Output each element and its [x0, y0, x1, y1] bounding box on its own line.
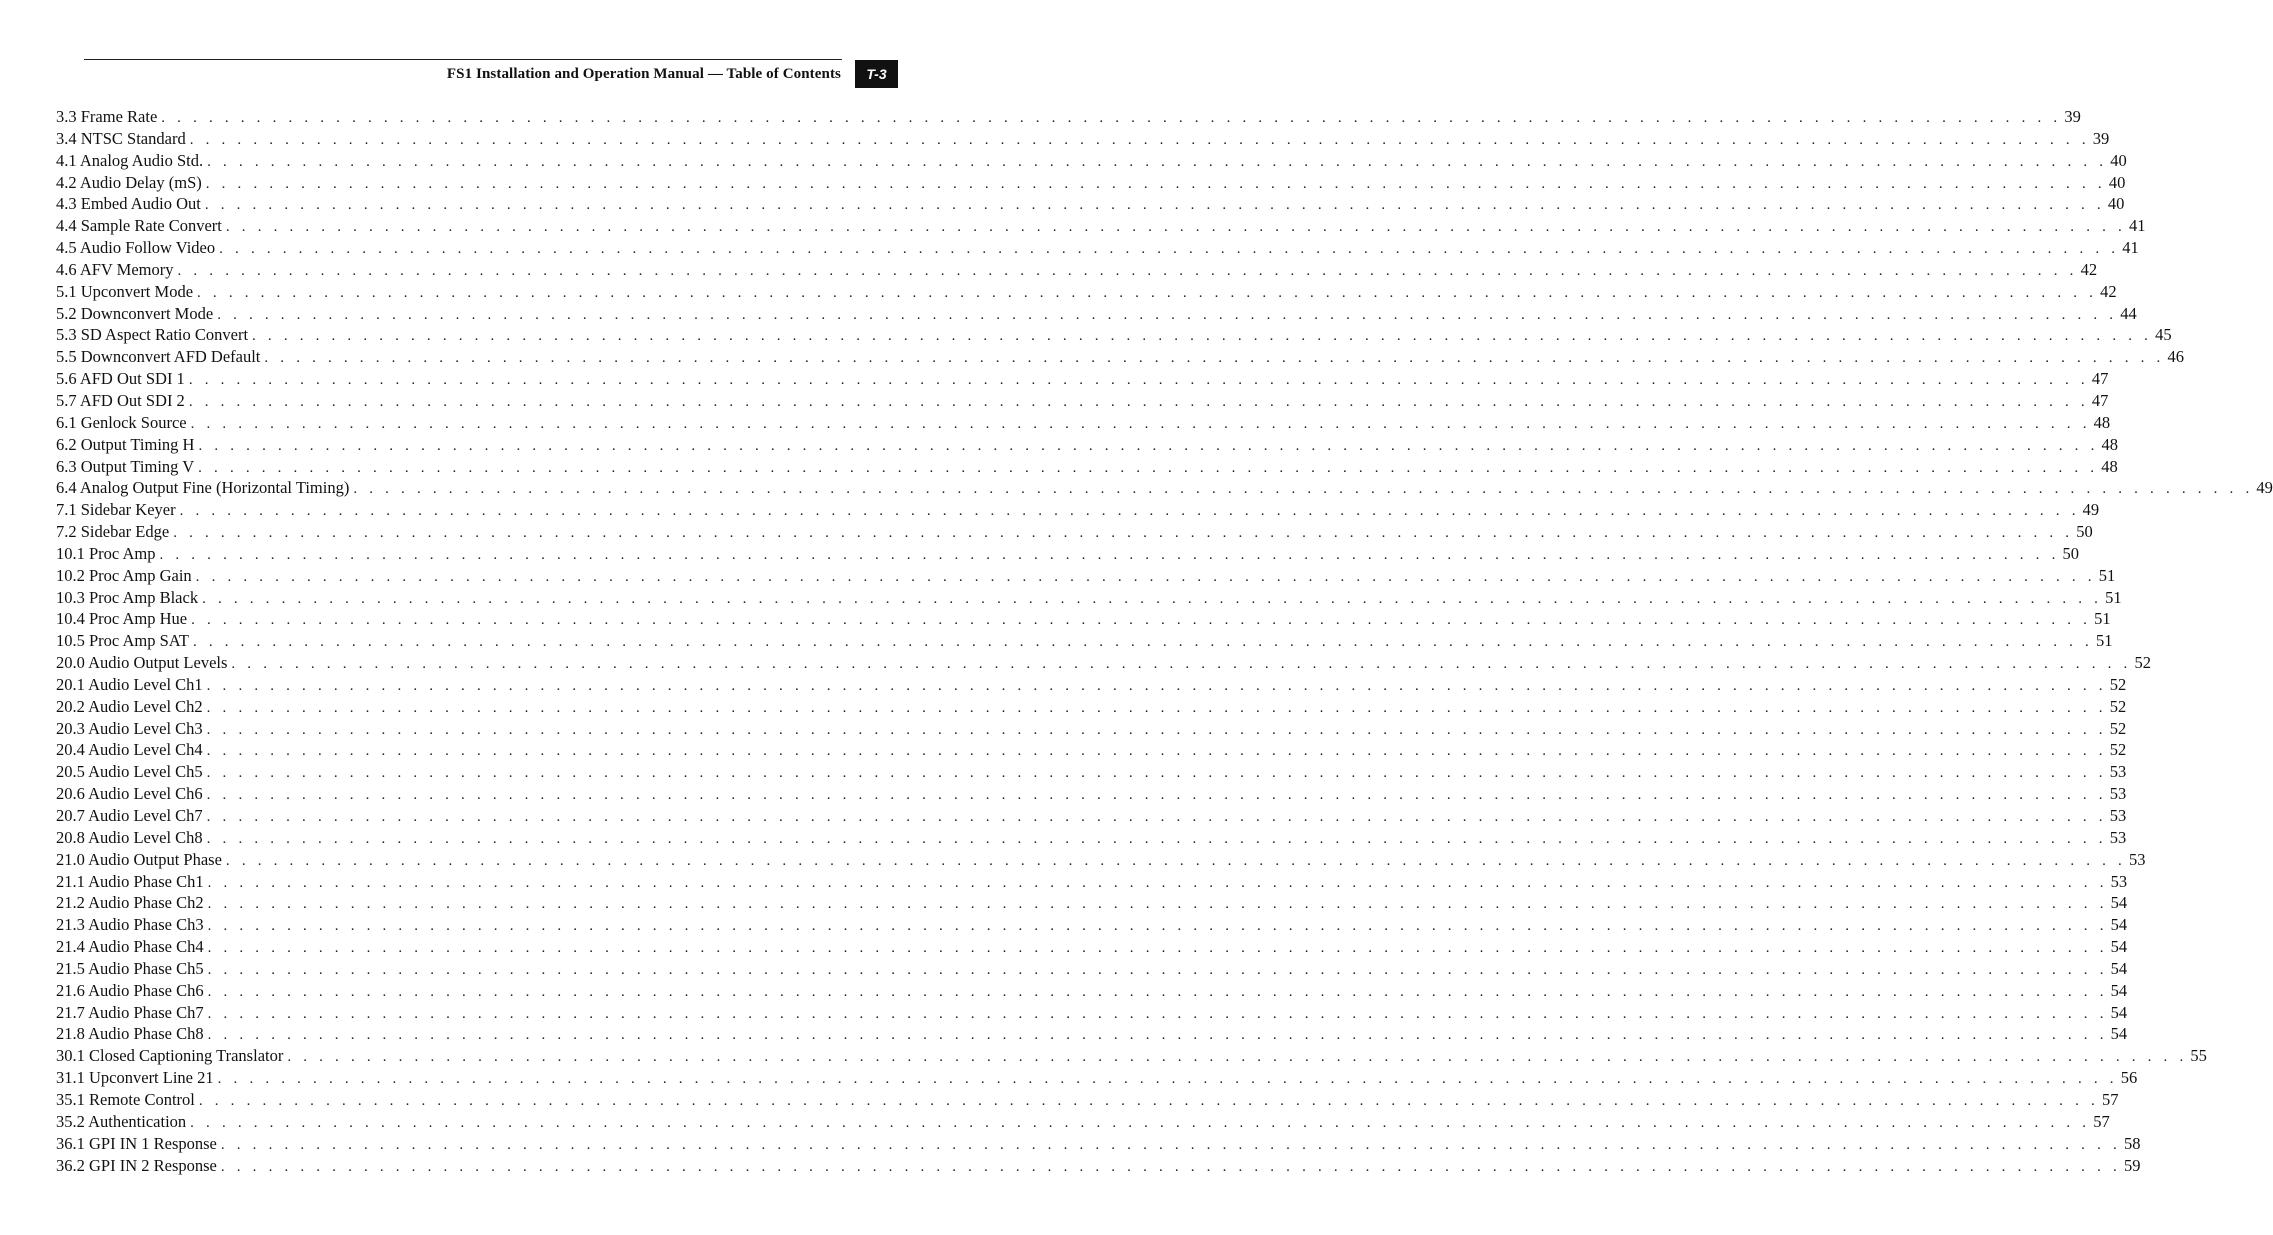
dot-leader: . . . . . . . . . . . . . . . . . . . . . . . . . . . . . . . . . . . . . . . . . . . . . . . . . . . . . . . . . . . . . . . . . . . . . . . . . . . . . . . . . . . . . . . . . . . . . . . . . . . . . . . . . . . . . . . . . . . . . . . .: [206, 809, 2107, 825]
toc-entry[interactable]: [56, 477, 2273, 499]
toc-entry-label: 21.6 Audio Phase Ch6: [56, 980, 204, 1000]
dot-leader: . . . . . . . . . . . . . . . . . . . . . . . . . . . . . . . . . . . . . . . . . . . . . . . . . . . . . . . . . . . . . . . . . . . . . . . . . . . . . . . . . . . . . . . . . . . . . . . . . . . . . . . . . . . . . . . . . . . . . . . .: [206, 677, 2107, 694]
toc-entry[interactable]: [56, 783, 2127, 805]
toc-entry-label: 4.5 Audio Follow Video: [56, 238, 216, 258]
toc-entry-page-number: 48: [2093, 412, 2111, 432]
toc-entry-page-number: 59: [2123, 1155, 2141, 1175]
toc-entry-label: 3.3 Frame Rate: [56, 107, 158, 126]
toc-entry-label: 4.1 Analog Audio Std.: [56, 150, 204, 170]
toc-entry[interactable]: [56, 543, 2080, 565]
dot-leader: . . . . . . . . . . . . . . . . . . . . . . . . . . . . . . . . . . . . . . . . . . . . . . . . . . . . . . . . . . . . . . . . . . . . . . . . . . . . . . . . . . . . . . . . . . . . . . . . . . . . . . . . . . . . . . . . . . . . . . . .: [197, 284, 2098, 301]
dot-leader: . . . . . . . . . . . . . . . . . . . . . . . . . . . . . . . . . . . . . . . . . . . . . . . . . . . . . . . . . . . . . . . . . . . . . . . . . . . . . . . . . . . . . . . . . . . . . . . . . . . . . . . . . . . . . . . . . . . . . . . .: [206, 699, 2107, 716]
dot-leader: . . . . . . . . . . . . . . . . . . . . . . . . . . . . . . . . . . . . . . . . . . . . . . . . . . . . . . . . . . . . . . . . . . . . . . . . . . . . . . . . . . . . . . . . . . . . . . . . . . . . . . . . . . . . . . . . . . . . . . . .: [264, 350, 2165, 367]
toc-entry-page-number: 39: [2092, 128, 2110, 148]
toc-entry-page-number: 40: [2108, 172, 2126, 192]
toc-entry-page-number: 55: [2190, 1046, 2207, 1066]
toc-entry-page-number: 52: [2109, 740, 2127, 760]
toc-entry-label: 7.2 Sidebar Edge: [56, 522, 170, 542]
toc-entry-label: 20.4 Audio Level Ch4: [56, 740, 203, 760]
toc-entry-page-number: 39: [2064, 107, 2081, 126]
toc-entry-page-number: 50: [2076, 522, 2093, 542]
toc-entry-page-number: 53: [2110, 871, 2128, 891]
toc-entry-page-number: 42: [2100, 281, 2117, 301]
dot-leader: . . . . . . . . . . . . . . . . . . . . . . . . . . . . . . . . . . . . . . . . . . . . . . . . . . . . . . . . . . . . . . . . . . . . . . . . . . . . . . . . . . . . . . . . . . . . . . . . . . . . . . . . . . . . . . . . . . . . . . . .: [192, 634, 2093, 651]
toc-entry-label: 21.1 Audio Phase Ch1: [56, 871, 204, 891]
toc-entry-page-number: 48: [2101, 456, 2118, 476]
toc-entry[interactable]: [56, 630, 2113, 652]
toc-entry-page-number: 51: [2098, 565, 2116, 585]
toc-entry[interactable]: [56, 871, 2128, 893]
dot-leader: . . . . . . . . . . . . . . . . . . . . . . . . . . . . . . . . . . . . . . . . . . . . . . . . . . . . . . . . . . . . . . . . . . . . . . . . . . . . . . . . . . . . . . . . . . . . . . . . . . . . . . . . . . . . . . . . . . . . . . . .: [206, 830, 2107, 847]
toc-entry-page-number: 53: [2109, 827, 2127, 847]
dot-leader: . . . . . . . . . . . . . . . . . . . . . . . . . . . . . . . . . . . . . . . . . . . . . . . . . . . . . . . . . . . . . . . . . . . . . . . . . . . . . . . . . . . . . . . . . . . . . . . . . . . . . . . . . . . . . . . . . . . . . . . .: [190, 1114, 2091, 1131]
toc-entry-page-number: 40: [2110, 150, 2127, 170]
toc-entry[interactable]: [56, 1155, 2141, 1177]
dot-leader: . . . . . . . . . . . . . . . . . . . . . . . . . . . . . . . . . . . . . . . . . . . . . . . . . . . . . . . . . . . . . . . . . . . . . . . . . . . . . . . . . . . . . . . . . . . . . . . . . . . . . . . . . . . . . . . . . . . . . . . .: [189, 131, 2090, 148]
toc-entry[interactable]: [56, 237, 2139, 259]
dot-leader: . . . . . . . . . . . . . . . . . . . . . . . . . . . . . . . . . . . . . . . . . . . . . . . . . . . . . . . . . . . . . . . . . . . . . . . . . . . . . . . . . . . . . . . . . . . . . . . . . . . . . . . . . . . . . . . . . . . . . . . .: [217, 306, 2118, 323]
dot-leader: . . . . . . . . . . . . . . . . . . . . . . . . . . . . . . . . . . . . . . . . . . . . . . . . . . . . . . . . . . . . . . . . . . . . . . . . . . . . . . . . . . . . . . . . . . . . . . . . . . . . . . . . . . . . . . . . . . . . . . . .: [198, 437, 2099, 454]
toc-entry-label: 21.7 Audio Phase Ch7: [56, 1002, 204, 1022]
toc-entry[interactable]: [56, 303, 2137, 325]
dot-leader: . . . . . . . . . . . . . . . . . . . . . . . . . . . . . . . . . . . . . . . . . . . . . . . . . . . . . . . . . . . . . . . . . . . . . . . . . . . . . . . . . . . . . . . . . . . . . . . . . . . . . . . . . . . . . . . . . . . . . . . .: [206, 721, 2107, 738]
toc-entry-label: 21.0 Audio Output Phase: [56, 849, 222, 869]
toc-entry-page-number: 44: [2120, 303, 2137, 323]
toc-entry-label: 21.4 Audio Phase Ch4: [56, 937, 204, 957]
toc-entry-page-number: 52: [2134, 653, 2151, 673]
toc-entry-label: 20.7 Audio Level Ch7: [56, 806, 203, 825]
toc-entry-page-number: 47: [2091, 390, 2109, 410]
dot-leader: . . . . . . . . . . . . . . . . . . . . . . . . . . . . . . . . . . . . . . . . . . . . . . . . . . . . . . . . . . . . . . . . . . . . . . . . . . . . . . . . . . . . . . . . . . . . . . . . . . . . . . . . . . . . . . . . . . . . . . . .: [179, 503, 2080, 520]
dot-leader: . . . . . . . . . . . . . . . . . . . . . . . . . . . . . . . . . . . . . . . . . . . . . . . . . . . . . . . . . . . . . . . . . . . . . . . . . . . . . . . . . . . . . . . . . . . . . . . . . . . . . . . . . . . . . . . . . . . . . . . .: [207, 153, 2108, 170]
toc-entry-label: 10.2 Proc Amp Gain: [56, 565, 192, 585]
toc-entry-label: 10.4 Proc Amp Hue: [56, 609, 188, 629]
page-number-badge: T-3: [855, 60, 898, 88]
toc-entry-label: 20.8 Audio Level Ch8: [56, 827, 203, 847]
dot-leader: . . . . . . . . . . . . . . . . . . . . . . . . . . . . . . . . . . . . . . . . . . . . . . . . . . . . . . . . . . . . . . . . . . . . . . . . . . . . . . . . . . . . . . . . . . . . . . . . . . . . . . . . . . . . . . . . . . . . . . . .: [207, 940, 2108, 957]
toc-entry[interactable]: [56, 193, 2125, 215]
toc-entry-page-number: 41: [2128, 216, 2146, 236]
toc-entry[interactable]: [56, 739, 2127, 761]
toc-entry[interactable]: [56, 696, 2127, 718]
dot-leader: . . . . . . . . . . . . . . . . . . . . . . . . . . . . . . . . . . . . . . . . . . . . . . . . . . . . . . . . . . . . . . . . . . . . . . . . . . . . . . . . . . . . . . . . . . . . . . . . . . . . . . . . . . . . . . . . . . . . . . . .: [225, 852, 2126, 869]
toc-entry-label: 6.3 Output Timing V: [56, 456, 195, 476]
toc-entry-label: 36.2 GPI IN 2 Response: [56, 1155, 217, 1175]
dot-leader: . . . . . . . . . . . . . . . . . . . . . . . . . . . . . . . . . . . . . . . . . . . . . . . . . . . . . . . . . . . . . . . . . . . . . . . . . . . . . . . . . . . . . . . . . . . . . . . . . . . . . . . . . . . . . . . . . . . . . . . .: [353, 481, 2254, 498]
toc-entry-label: 10.5 Proc Amp SAT: [56, 631, 189, 651]
toc-entry[interactable]: [56, 281, 2117, 303]
toc-entry[interactable]: [56, 805, 2127, 827]
toc-entry-page-number: 50: [2062, 543, 2080, 563]
toc-entry[interactable]: [56, 914, 2128, 936]
toc-entry-label: 10.3 Proc Amp Black: [56, 587, 199, 607]
toc-entry-page-number: 57: [2101, 1089, 2119, 1109]
toc-entry-label: 6.4 Analog Output Fine (Horizontal Timing): [56, 478, 350, 498]
toc-entry-label: 21.8 Audio Phase Ch8: [56, 1024, 204, 1044]
dot-leader: . . . . . . . . . . . . . . . . . . . . . . . . . . . . . . . . . . . . . . . . . . . . . . . . . . . . . . . . . . . . . . . . . . . . . . . . . . . . . . . . . . . . . . . . . . . . . . . . . . . . . . . . . . . . . . . . . . . . . . . .: [207, 918, 2108, 935]
dot-leader: . . . . . . . . . . . . . . . . . . . . . . . . . . . . . . . . . . . . . . . . . . . . . . . . . . . . . . . . . . . . . . . . . . . . . . . . . . . . . . . . . . . . . . . . . . . . . . . . . . . . . . . . . . . . . . . . . . . . . . . .: [219, 241, 2120, 258]
header-rule: [84, 59, 842, 60]
dot-leader: . . . . . . . . . . . . . . . . . . . . . . . . . . . . . . . . . . . . . . . . . . . . . . . . . . . . . . . . . . . . . . . . . . . . . . . . . . . . . . . . . . . . . . . . . . . . . . . . . . . . . . . . . . . . . . . . . . . . . . . .: [207, 1005, 2108, 1022]
toc-entry-page-number: 58: [2123, 1133, 2141, 1153]
toc-entry[interactable]: [56, 958, 2128, 980]
toc-entry-page-number: 57: [2093, 1111, 2110, 1131]
toc-entry-page-number: 56: [2120, 1068, 2138, 1088]
toc-entry[interactable]: [56, 106, 2081, 128]
toc-entry[interactable]: [56, 412, 2111, 434]
toc-entry[interactable]: [56, 215, 2146, 237]
toc-entry[interactable]: [56, 456, 2118, 478]
dot-leader: . . . . . . . . . . . . . . . . . . . . . . . . . . . . . . . . . . . . . . . . . . . . . . . . . . . . . . . . . . . . . . . . . . . . . . . . . . . . . . . . . . . . . . . . . . . . . . . . . . . . . . . . . . . . . . . . . . . . . . . .: [207, 896, 2108, 913]
toc-entry-page-number: 52: [2109, 696, 2127, 716]
running-header-title: FS1 Installation and Operation Manual — Table of Contents: [446, 66, 841, 82]
toc-entry-page-number: 54: [2110, 1002, 2128, 1022]
toc-entry-label: 20.1 Audio Level Ch1: [56, 674, 203, 694]
toc-entry[interactable]: [56, 1023, 2128, 1045]
toc-entry[interactable]: [56, 1089, 2119, 1111]
toc-entry-label: 6.1 Genlock Source: [56, 412, 187, 432]
dot-leader: . . . . . . . . . . . . . . . . . . . . . . . . . . . . . . . . . . . . . . . . . . . . . . . . . . . . . . . . . . . . . . . . . . . . . . . . . . . . . . . . . . . . . . . . . . . . . . . . . . . . . . . . . . . . . . . . . . . . . . . .: [231, 656, 2132, 673]
toc-entry[interactable]: [56, 1133, 2141, 1155]
toc-entry-page-number: 53: [2109, 784, 2127, 804]
dot-leader: . . . . . . . . . . . . . . . . . . . . . . . . . . . . . . . . . . . . . . . . . . . . . . . . . . . . . . . . . . . . . . . . . . . . . . . . . . . . . . . . . . . . . . . . . . . . . . . . . . . . . . . . . . . . . . . . . . . . . . . .: [220, 1158, 2121, 1175]
toc-entry-label: 5.3 SD Aspect Ratio Convert: [56, 325, 249, 345]
toc-entry-page-number: 47: [2091, 369, 2109, 389]
dot-leader: . . . . . . . . . . . . . . . . . . . . . . . . . . . . . . . . . . . . . . . . . . . . . . . . . . . . . . . . . . . . . . . . . . . . . . . . . . . . . . . . . . . . . . . . . . . . . . . . . . . . . . . . . . . . . . . . . . . . . . . .: [198, 1092, 2099, 1109]
toc-entry[interactable]: [56, 980, 2128, 1002]
toc-entry-page-number: 54: [2110, 1024, 2128, 1044]
toc-entry[interactable]: [56, 718, 2127, 740]
toc-entry[interactable]: [56, 761, 2127, 783]
dot-leader: . . . . . . . . . . . . . . . . . . . . . . . . . . . . . . . . . . . . . . . . . . . . . . . . . . . . . . . . . . . . . . . . . . . . . . . . . . . . . . . . . . . . . . . . . . . . . . . . . . . . . . . . . . . . . . . . . . . . . . . .: [207, 983, 2108, 1000]
toc-entry[interactable]: [56, 936, 2128, 958]
toc-entry-label: 10.1 Proc Amp: [56, 543, 156, 563]
toc-entry-label: 21.2 Audio Phase Ch2: [56, 893, 204, 913]
toc-entry[interactable]: [56, 652, 2151, 674]
dot-leader: . . . . . . . . . . . . . . . . . . . . . . . . . . . . . . . . . . . . . . . . . . . . . . . . . . . . . . . . . . . . . . . . . . . . . . . . . . . . . . . . . . . . . . . . . . . . . . . . . . . . . . . . . . . . . . . . . . . . . . . .: [206, 787, 2107, 804]
toc-entry-label: 20.5 Audio Level Ch5: [56, 762, 203, 782]
toc-entry[interactable]: [56, 1067, 2138, 1089]
toc-entry-label: 3.4 NTSC Standard: [56, 128, 186, 148]
dot-leader: . . . . . . . . . . . . . . . . . . . . . . . . . . . . . . . . . . . . . . . . . . . . . . . . . . . . . . . . . . . . . . . . . . . . . . . . . . . . . . . . . . . . . . . . . . . . . . . . . . . . . . . . . . . . . . . . . . . . . . . .: [206, 743, 2107, 760]
toc-entry[interactable]: [56, 827, 2127, 849]
toc-entry-page-number: 53: [2109, 762, 2127, 782]
toc-entry-label: 5.2 Downconvert Mode: [56, 303, 214, 323]
toc-entry[interactable]: [56, 1111, 2110, 1133]
toc-entry-page-number: 54: [2110, 980, 2128, 1000]
dot-leader: . . . . . . . . . . . . . . . . . . . . . . . . . . . . . . . . . . . . . . . . . . . . . . . . . . . . . . . . . . . . . . . . . . . . . . . . . . . . . . . . . . . . . . . . . . . . . . . . . . . . . . . . . . . . . . . . . . . . . . . .: [206, 765, 2107, 782]
table-of-contents-list: [56, 106, 2273, 1176]
dot-leader: . . . . . . . . . . . . . . . . . . . . . . . . . . . . . . . . . . . . . . . . . . . . . . . . . . . . . . . . . . . . . . . . . . . . . . . . . . . . . . . . . . . . . . . . . . . . . . . . . . . . . . . . . . . . . . . . . . . . . . . .: [287, 1049, 2188, 1066]
dot-leader: . . . . . . . . . . . . . . . . . . . . . . . . . . . . . . . . . . . . . . . . . . . . . . . . . . . . . . . . . . . . . . . . . . . . . . . . . . . . . . . . . . . . . . . . . . . . . . . . . . . . . . . . . . . . . . . . . . . . . . . .: [207, 1027, 2108, 1044]
dot-leader: . . . . . . . . . . . . . . . . . . . . . . . . . . . . . . . . . . . . . . . . . . . . . . . . . . . . . . . . . . . . . . . . . . . . . . . . . . . . . . . . . . . . . . . . . . . . . . . . . . . . . . . . . . . . . . . . . . . . . . . .: [217, 1071, 2118, 1088]
toc-entry[interactable]: [56, 1002, 2128, 1024]
dot-leader: . . . . . . . . . . . . . . . . . . . . . . . . . . . . . . . . . . . . . . . . . . . . . . . . . . . . . . . . . . . . . . . . . . . . . . . . . . . . . . . . . . . . . . . . . . . . . . . . . . . . . . . . . . . . . . . . . . . . . . . .: [191, 612, 2092, 629]
dot-leader: . . . . . . . . . . . . . . . . . . . . . . . . . . . . . . . . . . . . . . . . . . . . . . . . . . . . . . . . . . . . . . . . . . . . . . . . . . . . . . . . . . . . . . . . . . . . . . . . . . . . . . . . . . . . . . . . . . . . . . . .: [159, 546, 2060, 563]
toc-entry-label: 21.3 Audio Phase Ch3: [56, 915, 204, 935]
dot-leader: . . . . . . . . . . . . . . . . . . . . . . . . . . . . . . . . . . . . . . . . . . . . . . . . . . . . . . . . . . . . . . . . . . . . . . . . . . . . . . . . . . . . . . . . . . . . . . . . . . . . . . . . . . . . . . . . . . . . . . . .: [204, 197, 2105, 214]
toc-entry-page-number: 48: [2101, 434, 2119, 454]
dot-leader: . . . . . . . . . . . . . . . . . . . . . . . . . . . . . . . . . . . . . . . . . . . . . . . . . . . . . . . . . . . . . . . . . . . . . . . . . . . . . . . . . . . . . . . . . . . . . . . . . . . . . . . . . . . . . . . . . . . . . . . .: [177, 262, 2078, 279]
toc-entry-label: 4.6 AFV Memory: [56, 259, 174, 279]
toc-entry[interactable]: [56, 346, 2184, 368]
toc-entry[interactable]: [56, 368, 2109, 390]
toc-entry-page-number: 46: [2167, 347, 2184, 367]
dot-leader: . . . . . . . . . . . . . . . . . . . . . . . . . . . . . . . . . . . . . . . . . . . . . . . . . . . . . . . . . . . . . . . . . . . . . . . . . . . . . . . . . . . . . . . . . . . . . . . . . . . . . . . . . . . . . . . . . . . . . . . .: [202, 590, 2103, 607]
toc-entry[interactable]: [56, 128, 2110, 150]
toc-entry-label: 21.5 Audio Phase Ch5: [56, 958, 204, 978]
toc-entry-page-number: 41: [2122, 238, 2139, 258]
toc-entry-label: 20.6 Audio Level Ch6: [56, 784, 203, 804]
toc-entry[interactable]: [56, 324, 2172, 346]
dot-leader: . . . . . . . . . . . . . . . . . . . . . . . . . . . . . . . . . . . . . . . . . . . . . . . . . . . . . . . . . . . . . . . . . . . . . . . . . . . . . . . . . . . . . . . . . . . . . . . . . . . . . . . . . . . . . . . . . . . . . . . .: [252, 328, 2153, 345]
toc-entry[interactable]: [56, 259, 2098, 281]
toc-entry-page-number: 40: [2107, 194, 2125, 214]
dot-leader: . . . . . . . . . . . . . . . . . . . . . . . . . . . . . . . . . . . . . . . . . . . . . . . . . . . . . . . . . . . . . . . . . . . . . . . . . . . . . . . . . . . . . . . . . . . . . . . . . . . . . . . . . . . . . . . . . . . . . . . .: [195, 568, 2096, 585]
toc-entry[interactable]: [56, 434, 2119, 456]
toc-entry-label: 20.2 Audio Level Ch2: [56, 696, 203, 716]
toc-entry-label: 5.7 AFD Out SDI 2: [56, 390, 185, 410]
dot-leader: . . . . . . . . . . . . . . . . . . . . . . . . . . . . . . . . . . . . . . . . . . . . . . . . . . . . . . . . . . . . . . . . . . . . . . . . . . . . . . . . . . . . . . . . . . . . . . . . . . . . . . . . . . . . . . . . . . . . . . . .: [205, 175, 2106, 192]
dot-leader: . . . . . . . . . . . . . . . . . . . . . . . . . . . . . . . . . . . . . . . . . . . . . . . . . . . . . . . . . . . . . . . . . . . . . . . . . . . . . . . . . . . . . . . . . . . . . . . . . . . . . . . . . . . . . . . . . . . . . . . .: [207, 961, 2108, 978]
toc-entry[interactable]: [56, 172, 2126, 194]
dot-leader: . . . . . . . . . . . . . . . . . . . . . . . . . . . . . . . . . . . . . . . . . . . . . . . . . . . . . . . . . . . . . . . . . . . . . . . . . . . . . . . . . . . . . . . . . . . . . . . . . . . . . . . . . . . . . . . . . . . . . . . .: [188, 393, 2089, 410]
dot-leader: . . . . . . . . . . . . . . . . . . . . . . . . . . . . . . . . . . . . . . . . . . . . . . . . . . . . . . . . . . . . . . . . . . . . . . . . . . . . . . . . . . . . . . . . . . . . . . . . . . . . . . . . . . . . . . . . . . . . . . . .: [190, 415, 2091, 432]
toc-entry-page-number: 51: [2105, 587, 2122, 607]
toc-entry-label: 6.2 Output Timing H: [56, 434, 195, 454]
toc-entry[interactable]: [56, 390, 2109, 412]
toc-entry-page-number: 51: [2096, 631, 2113, 651]
toc-entry-page-number: 54: [2110, 937, 2128, 957]
toc-entry-label: 5.6 AFD Out SDI 1: [56, 369, 185, 389]
toc-entry[interactable]: [56, 499, 2100, 521]
toc-entry[interactable]: [56, 521, 2093, 543]
toc-entry[interactable]: [56, 587, 2122, 609]
toc-entry-label: 20.0 Audio Output Levels: [56, 653, 228, 673]
toc-entry-page-number: 52: [2109, 718, 2127, 738]
toc-entry-page-number: 42: [2080, 259, 2098, 279]
toc-entry[interactable]: [56, 608, 2111, 630]
toc-entry-page-number: 53: [2109, 806, 2127, 825]
toc-entry-label: 7.1 Sidebar Keyer: [56, 500, 176, 520]
dot-leader: . . . . . . . . . . . . . . . . . . . . . . . . . . . . . . . . . . . . . . . . . . . . . . . . . . . . . . . . . . . . . . . . . . . . . . . . . . . . . . . . . . . . . . . . . . . . . . . . . . . . . . . . . . . . . . . . . . . . . . . .: [173, 525, 2074, 542]
toc-entry-label: 31.1 Upconvert Line 21: [56, 1068, 214, 1088]
toc-entry-label: 36.1 GPI IN 1 Response: [56, 1133, 217, 1153]
toc-entry-page-number: 54: [2110, 915, 2128, 935]
toc-entry-page-number: 49: [2256, 478, 2273, 498]
dot-leader: . . . . . . . . . . . . . . . . . . . . . . . . . . . . . . . . . . . . . . . . . . . . . . . . . . . . . . . . . . . . . . . . . . . . . . . . . . . . . . . . . . . . . . . . . . . . . . . . . . . . . . . . . . . . . . . . . . . . . . . .: [207, 874, 2108, 891]
toc-entry[interactable]: [56, 674, 2127, 696]
toc-entry-label: 35.1 Remote Control: [56, 1089, 195, 1109]
toc-entry-label: 20.3 Audio Level Ch3: [56, 718, 203, 738]
toc-entry[interactable]: [56, 1045, 2207, 1067]
toc-entry-label: 5.1 Upconvert Mode: [56, 281, 194, 301]
dot-leader: . . . . . . . . . . . . . . . . . . . . . . . . . . . . . . . . . . . . . . . . . . . . . . . . . . . . . . . . . . . . . . . . . . . . . . . . . . . . . . . . . . . . . . . . . . . . . . . . . . . . . . . . . . . . . . . . . . . . . . . .: [161, 110, 2062, 126]
toc-entry[interactable]: [56, 565, 2116, 587]
toc-entry-page-number: 52: [2109, 674, 2127, 694]
toc-entry-label: 4.2 Audio Delay (mS): [56, 172, 202, 192]
toc-entry-page-number: 53: [2128, 849, 2146, 869]
toc-entry[interactable]: [56, 849, 2146, 871]
dot-leader: . . . . . . . . . . . . . . . . . . . . . . . . . . . . . . . . . . . . . . . . . . . . . . . . . . . . . . . . . . . . . . . . . . . . . . . . . . . . . . . . . . . . . . . . . . . . . . . . . . . . . . . . . . . . . . . . . . . . . . . .: [225, 219, 2126, 236]
dot-leader: . . . . . . . . . . . . . . . . . . . . . . . . . . . . . . . . . . . . . . . . . . . . . . . . . . . . . . . . . . . . . . . . . . . . . . . . . . . . . . . . . . . . . . . . . . . . . . . . . . . . . . . . . . . . . . . . . . . . . . . .: [198, 459, 2099, 476]
toc-entry-label: 30.1 Closed Captioning Translator: [56, 1046, 284, 1066]
toc-entry-page-number: 54: [2110, 958, 2128, 978]
toc-entry-label: 4.3 Embed Audio Out: [56, 194, 201, 214]
toc-entry-label: 4.4 Sample Rate Convert: [56, 216, 222, 236]
toc-entry-page-number: 45: [2155, 325, 2172, 345]
toc-entry[interactable]: [56, 892, 2128, 914]
toc-entry-page-number: 49: [2082, 500, 2100, 520]
toc-entry[interactable]: [56, 150, 2127, 172]
dot-leader: . . . . . . . . . . . . . . . . . . . . . . . . . . . . . . . . . . . . . . . . . . . . . . . . . . . . . . . . . . . . . . . . . . . . . . . . . . . . . . . . . . . . . . . . . . . . . . . . . . . . . . . . . . . . . . . . . . . . . . . .: [220, 1136, 2121, 1153]
toc-entry-label: 35.2 Authentication: [56, 1111, 187, 1131]
dot-leader: . . . . . . . . . . . . . . . . . . . . . . . . . . . . . . . . . . . . . . . . . . . . . . . . . . . . . . . . . . . . . . . . . . . . . . . . . . . . . . . . . . . . . . . . . . . . . . . . . . . . . . . . . . . . . . . . . . . . . . . .: [188, 372, 2089, 389]
toc-entry-page-number: 54: [2110, 893, 2128, 913]
toc-entry-label: 5.5 Downconvert AFD Default: [56, 347, 261, 367]
toc-entry-page-number: 51: [2094, 609, 2111, 629]
